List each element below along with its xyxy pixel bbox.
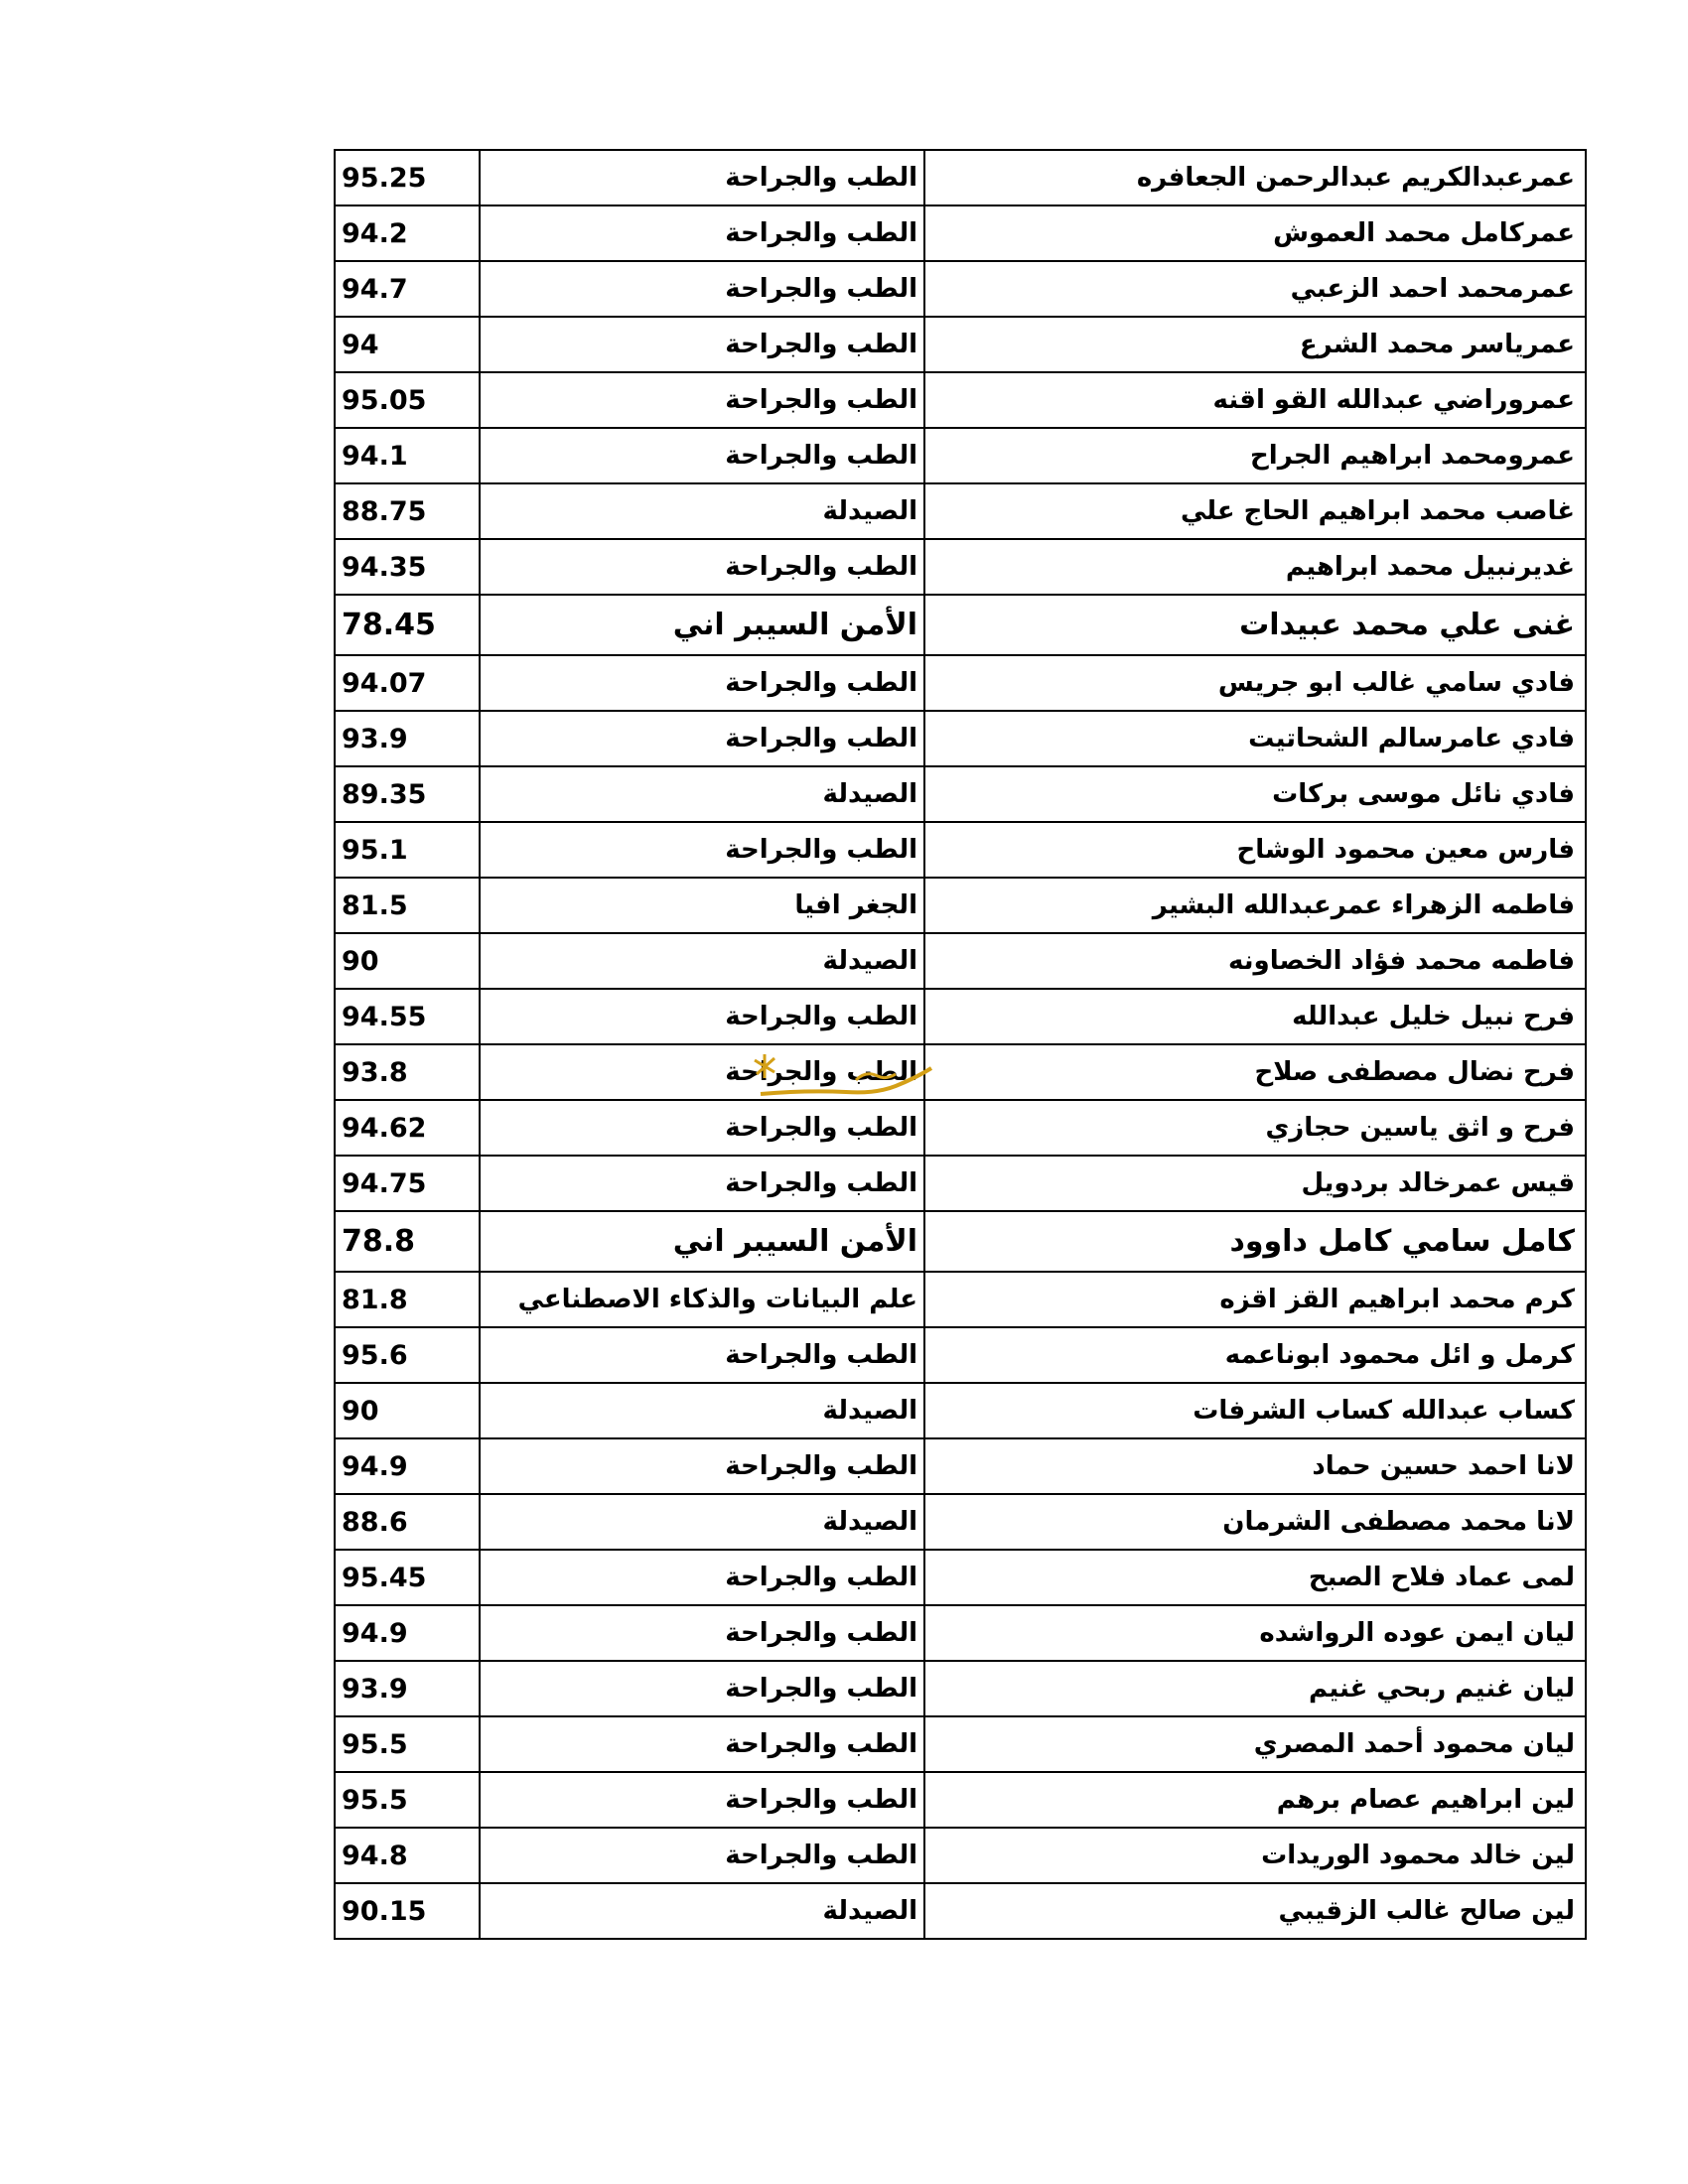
table-row [335, 539, 1586, 595]
student-name-cell: عمرعبدالكريم عبدالرحمن الجعافره [924, 150, 1586, 205]
student-name-cell: لين صالح غالب الزقيبي [924, 1883, 1586, 1939]
table-row [335, 483, 1586, 539]
major-cell: الطب والجراحة [480, 261, 924, 317]
score-cell: 94.55 [335, 989, 480, 1044]
major-cell: الطب والجراحة [480, 372, 924, 428]
student-name-cell: لمى عماد فلاح الصبح [924, 1550, 1586, 1605]
student-name-cell: فادي عامرسالم الشحاتيت [924, 711, 1586, 766]
major-cell: الصيدلة [480, 766, 924, 822]
score-cell: 95.45 [335, 1550, 480, 1605]
score-cell: 94.7 [335, 261, 480, 317]
major-cell: الطب والجراحة [480, 1661, 924, 1716]
student-name-cell: عمركامل محمد العموش [924, 205, 1586, 261]
major-cell: الطب والجراحة [480, 428, 924, 483]
score-cell: 78.45 [335, 595, 480, 655]
score-cell: 94 [335, 317, 480, 372]
score-cell: 94.9 [335, 1438, 480, 1494]
major-cell: الجغر افيا [480, 878, 924, 933]
student-name-cell: كساب عبدالله كساب الشرفات [924, 1383, 1586, 1438]
major-cell: الطب والجراحة [480, 655, 924, 711]
student-name-cell: غنى علي محمد عبيدات [924, 595, 1586, 655]
table-row [335, 1211, 1586, 1272]
score-cell: 93.8 [335, 1044, 480, 1100]
score-cell: 95.25 [335, 150, 480, 205]
table-row [335, 150, 1586, 205]
score-cell: 90.15 [335, 1883, 480, 1939]
score-cell: 94.75 [335, 1156, 480, 1211]
student-name-cell: عمرياسر محمد الشرع [924, 317, 1586, 372]
major-cell: الطب والجراحة [480, 205, 924, 261]
major-cell: الطب والجراحة [480, 989, 924, 1044]
score-cell: 90 [335, 1383, 480, 1438]
student-name-cell: غاصب محمد ابراهيم الحاج علي [924, 483, 1586, 539]
score-cell: 95.05 [335, 372, 480, 428]
major-cell: الطب والجراحة [480, 1156, 924, 1211]
student-name-cell: قيس عمرخالد بردويل [924, 1156, 1586, 1211]
student-name-cell: عمروراضي عبدالله القو اقنه [924, 372, 1586, 428]
score-cell: 93.9 [335, 711, 480, 766]
table-row [335, 1550, 1586, 1605]
score-cell: 89.35 [335, 766, 480, 822]
student-name-cell: ليان ايمن عوده الرواشده [924, 1605, 1586, 1661]
major-cell: الطب والجراحة [480, 1100, 924, 1156]
table-row [335, 1605, 1586, 1661]
table-row [335, 822, 1586, 878]
major-cell: الطب والجراحة [480, 317, 924, 372]
student-name-cell: كامل سامي كامل داوود [924, 1211, 1586, 1272]
major-cell: الطب والجراحة [480, 1605, 924, 1661]
major-cell: الصيدلة [480, 1494, 924, 1550]
major-cell: الطب والجراحة [480, 1550, 924, 1605]
major-cell: الصيدلة [480, 483, 924, 539]
student-name-cell: غديرنبيل محمد ابراهيم [924, 539, 1586, 595]
major-cell: الصيدلة [480, 933, 924, 989]
student-name-cell: فاطمه محمد فؤاد الخصاونه [924, 933, 1586, 989]
student-name-cell: لين ابراهيم عصام برهم [924, 1772, 1586, 1828]
student-name-cell: فارس معين محمود الوشاح [924, 822, 1586, 878]
student-name-cell: كرمل و ائل محمود ابوناعمه [924, 1327, 1586, 1383]
score-cell: 95.5 [335, 1716, 480, 1772]
major-cell: علم البيانات والذكاء الاصطناعي [480, 1272, 924, 1327]
table-row [335, 1044, 1586, 1100]
score-cell: 94.2 [335, 205, 480, 261]
major-cell: الطب والجراحة [480, 1327, 924, 1383]
major-cell: الطب والجراحة [480, 1716, 924, 1772]
major-cell: الطب والجراحة [480, 711, 924, 766]
score-cell: 94.62 [335, 1100, 480, 1156]
student-name-cell: فرح نبيل خليل عبدالله [924, 989, 1586, 1044]
table-row [335, 1272, 1586, 1327]
major-cell: الأمن السيبر اني [480, 1211, 924, 1272]
score-cell: 95.5 [335, 1772, 480, 1828]
table-row [335, 1438, 1586, 1494]
student-name-cell: فادي سامي غالب ابو جريس [924, 655, 1586, 711]
score-cell: 78.8 [335, 1211, 480, 1272]
score-cell: 94.07 [335, 655, 480, 711]
score-cell: 93.9 [335, 1661, 480, 1716]
table-row [335, 766, 1586, 822]
table-row [335, 1383, 1586, 1438]
student-name-cell: كرم محمد ابراهيم القز اقزه [924, 1272, 1586, 1327]
student-name-cell: ليان محمود أحمد المصري [924, 1716, 1586, 1772]
table-row [335, 1772, 1586, 1828]
table-row [335, 1883, 1586, 1939]
results-table [334, 149, 1587, 1940]
table-row [335, 1828, 1586, 1883]
table-row [335, 317, 1586, 372]
major-cell: الطب والجراحة [480, 150, 924, 205]
table-row [335, 1661, 1586, 1716]
score-cell: 94.8 [335, 1828, 480, 1883]
student-name-cell: فرح نضال مصطفى صلاح [924, 1044, 1586, 1100]
major-cell: الصيدلة [480, 1383, 924, 1438]
table-row [335, 1494, 1586, 1550]
table-row [335, 655, 1586, 711]
table-row [335, 1156, 1586, 1211]
student-name-cell: لين خالد محمود الوريدات [924, 1828, 1586, 1883]
score-cell: 88.75 [335, 483, 480, 539]
table-row [335, 428, 1586, 483]
table-row [335, 1716, 1586, 1772]
score-cell: 94.1 [335, 428, 480, 483]
table-row [335, 261, 1586, 317]
table-row [335, 989, 1586, 1044]
student-name-cell: فادي نائل موسى بركات [924, 766, 1586, 822]
table-row [335, 711, 1586, 766]
table-row [335, 1100, 1586, 1156]
major-cell: الأمن السيبر اني [480, 595, 924, 655]
major-cell: الطب والجراحة [480, 822, 924, 878]
major-cell: الطب والجراحة [480, 1044, 924, 1100]
major-cell: الصيدلة [480, 1883, 924, 1939]
student-name-cell: لانا محمد مصطفى الشرمان [924, 1494, 1586, 1550]
major-cell: الطب والجراحة [480, 1772, 924, 1828]
student-name-cell: عمرومحمد ابراهيم الجراح [924, 428, 1586, 483]
score-cell: 81.5 [335, 878, 480, 933]
score-cell: 94.9 [335, 1605, 480, 1661]
table-row [335, 933, 1586, 989]
score-cell: 94.35 [335, 539, 480, 595]
table-row [335, 372, 1586, 428]
results-table-body [335, 150, 1586, 1939]
major-cell: الطب والجراحة [480, 1828, 924, 1883]
student-name-cell: فاطمه الزهراء عمرعبدالله البشير [924, 878, 1586, 933]
major-cell: الطب والجراحة [480, 539, 924, 595]
table-row [335, 205, 1586, 261]
student-name-cell: لانا احمد حسين حماد [924, 1438, 1586, 1494]
score-cell: 95.6 [335, 1327, 480, 1383]
table-row [335, 595, 1586, 655]
student-name-cell: عمرمحمد احمد الزعبي [924, 261, 1586, 317]
score-cell: 95.1 [335, 822, 480, 878]
score-cell: 90 [335, 933, 480, 989]
student-name-cell: فرح و اثق ياسين حجازي [924, 1100, 1586, 1156]
score-cell: 81.8 [335, 1272, 480, 1327]
major-cell: الطب والجراحة [480, 1438, 924, 1494]
score-cell: 88.6 [335, 1494, 480, 1550]
student-name-cell: ليان غنيم ربحي غنيم [924, 1661, 1586, 1716]
table-row [335, 878, 1586, 933]
table-row [335, 1327, 1586, 1383]
